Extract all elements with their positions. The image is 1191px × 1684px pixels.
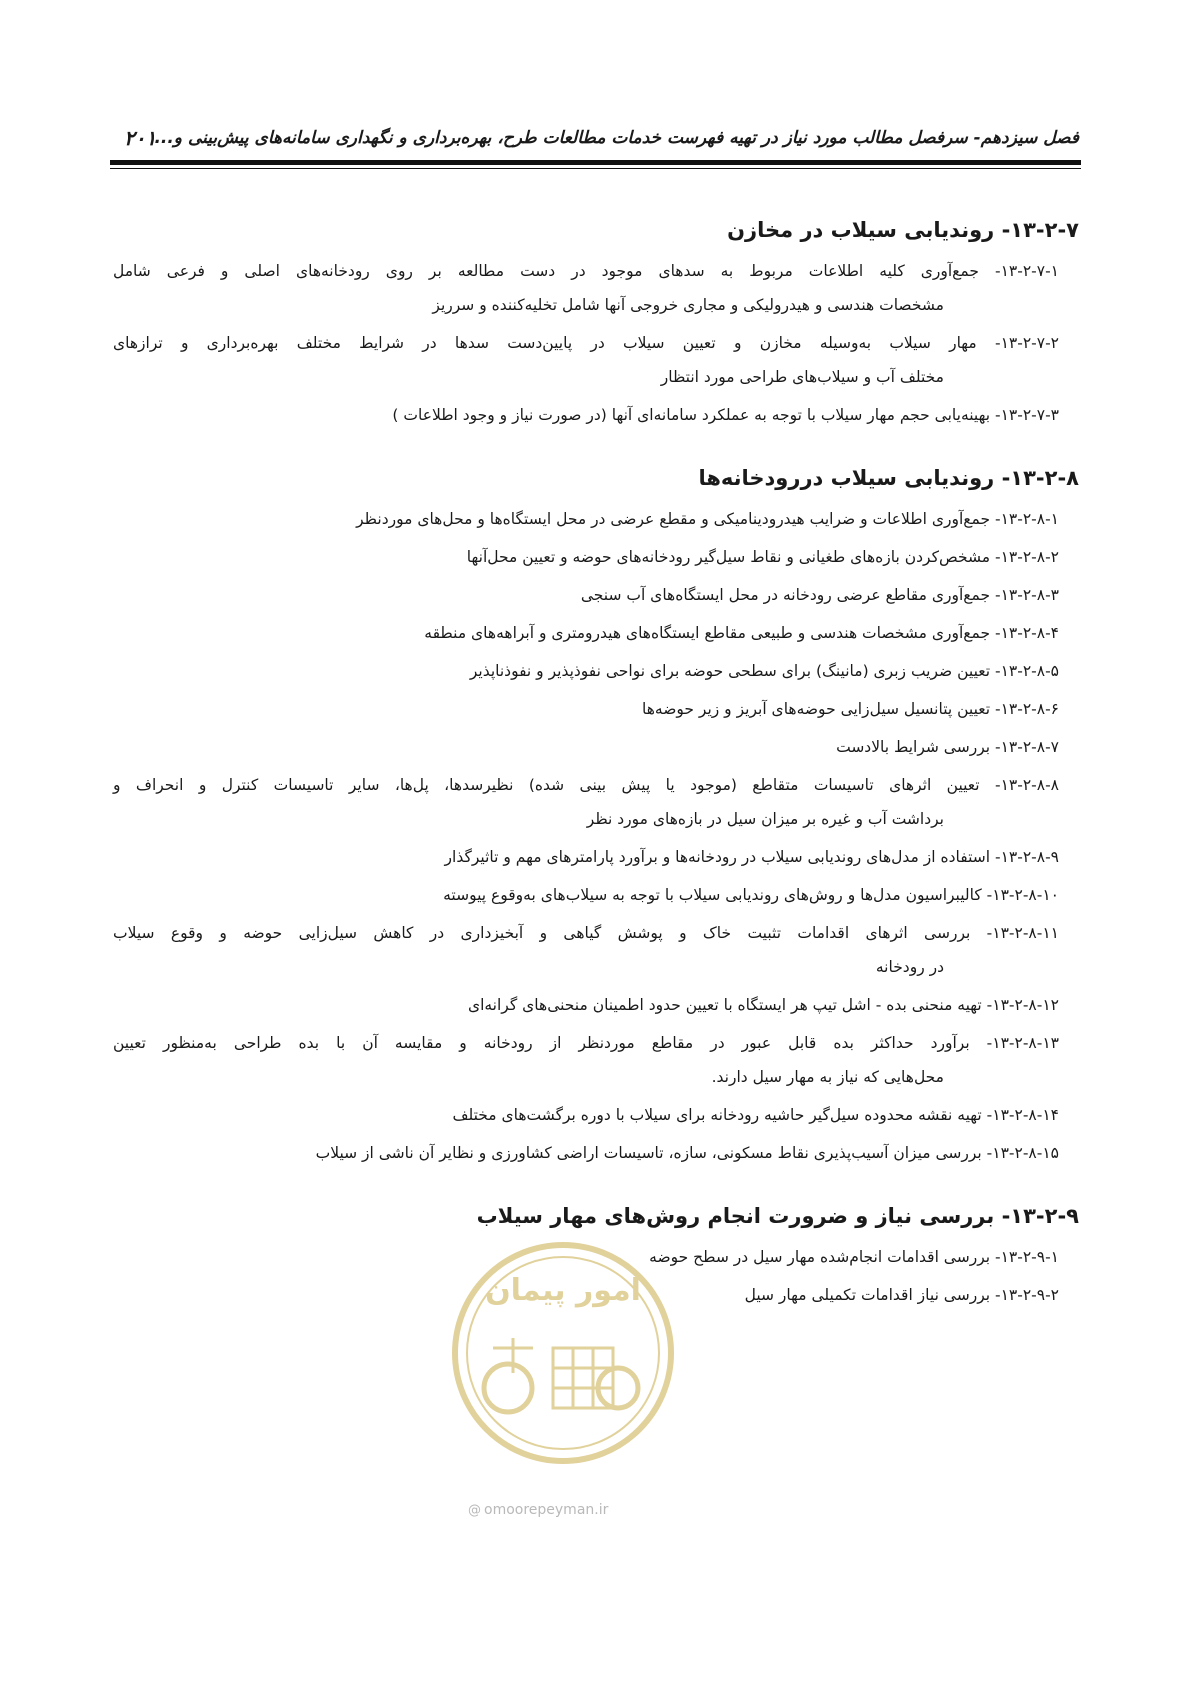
watermark-url-text: omoorepeyman.ir [484,1502,609,1518]
item-text-continuation: مشخصات هندسی و هیدرولیکی و مجاری خروجی آنها شامل تخلیه‌کننده و سرریز [432,296,944,314]
list-item [113,692,1079,726]
list-item [113,254,1079,322]
item-text: ۱۳-۲-۹-۱- بررسی اقدامات انجام‌شده مهار سیل در سطح حوضه [649,1248,1059,1266]
list-item [113,878,1079,912]
list-item [113,768,1079,836]
list-item [113,616,1079,650]
page-number: ۲۰۱ [124,126,157,150]
item-text-continuation: مختلف آب و سیلاب‌های طراحی مورد انتظار [660,368,944,386]
item-text: ۱۳-۲-۸-۱- جمع‌آوری اطلاعات و ضرایب هیدرودینامیکی و مقطع عرضی در محل ایستگاه‌ها و محل‌های موردنظر [356,510,1059,528]
list-item [113,1136,1079,1170]
list-item [113,1026,1079,1094]
item-text: ۱۳-۲-۸-۸- تعیین اثرهای تاسیسات متقاطع (موجود یا پیش بینی شده) نظیرسدها، پل‌ها، سایر تاسیسات کنترل و انحراف و [113,776,1059,794]
list-item [113,988,1079,1022]
list-item [113,1278,1079,1312]
item-text: ۱۳-۲-۷-۲- مهار سیلاب به‌وسیله مخازن و تعیین سیلاب در پایین‌دست سدها در شرایط مختلف بهره‌برداری و ترازهای [113,334,1059,352]
list-item [113,578,1079,612]
list-item [113,398,1079,432]
list-item [113,326,1079,394]
scale-icon [493,1338,533,1373]
at-icon: @ [468,1503,481,1518]
item-text: ۱۳-۲-۸-۱۴- تهیه نقشه محدوده سیل‌گیر حاشیه رودخانه برای سیلاب با دوره برگشت‌های مختلف [452,1106,1059,1124]
item-text: ۱۳-۲-۸-۱۲- تهیه منحنی بده - اشل تیپ هر ایستگاه با تعیین حدود اطمینان منحنی‌های گرانه‌ای [467,996,1059,1014]
header-rule-thick [110,160,1081,165]
item-text: ۱۳-۲-۸-۱۳- برآورد حداکثر بده قابل عبور در مقاطع موردنظر از رودخانه و مقایسه آن با بده طراحی به‌منظور تعیین [113,1034,1059,1052]
page-content [113,210,1079,1312]
list-item [113,540,1079,574]
watermark-url [468,1502,608,1518]
item-text: ۱۳-۲-۸-۱۵- بررسی میزان آسیب‌پذیری نقاط مسکونی، سازه، تاسیسات اراضی کشاورزی و نظایر آن ناشی از سیلاب [315,1144,1059,1162]
item-text: ۱۳-۲-۸-۴- جمع‌آوری مشخصات هندسی و طبیعی مقاطع ایستگاه‌های هیدرومتری و آبراهه‌های منطقه [424,624,1059,642]
list-item [113,730,1079,764]
item-text: ۱۳-۲-۸-۶- تعیین پتانسیل سیل‌زایی حوضه‌های آبریز و زیر حوضه‌ها [642,700,1059,718]
gear-icon [484,1364,532,1412]
list-item [113,916,1079,984]
list-item [113,1240,1079,1274]
list-item [113,840,1079,874]
gear-icon [598,1368,638,1408]
item-text: ۱۳-۲-۸-۱۱- بررسی اثرهای اقدامات تثبیت خاک و پوشش گیاهی و آبخیزداری در کاهش سیل‌زایی حوضه و وقوع سیلاب [113,924,1059,942]
section-heading-9: ۱۳-۲-۹- بررسی نیاز و ضرورت انجام روش‌های مهار سیلاب [476,1204,1079,1228]
section-heading-7: ۱۳-۲-۷- روندیابی سیلاب در مخازن [727,218,1079,242]
item-text: ۱۳-۲-۸-۳- جمع‌آوری مقاطع عرضی رودخانه در محل ایستگاه‌های آب سنجی [580,586,1059,604]
item-text-continuation: محل‌هایی که نیاز به مهار سیل دارند. [711,1068,944,1086]
item-text: ۱۳-۲-۸-۷- بررسی شرایط بالادست [836,738,1059,756]
item-text: ۱۳-۲-۷-۳- بهینه‌یابی حجم مهار سیلاب با توجه به عملکرد سامانه‌ای آنها (در صورت نیاز و وجود اطلاعات ) [392,406,1059,424]
list-item [113,502,1079,536]
watermark-logo-text: امور پیمان [485,1273,641,1308]
item-text: ۱۳-۲-۹-۲- بررسی نیاز اقدامات تکمیلی مهار سیل [744,1286,1059,1304]
list-item [113,1098,1079,1132]
item-text: ۱۳-۲-۸-۵- تعیین ضریب زبری (مانینگ) برای سطحی حوضه برای نواحی نفوذپذیر و نفوذناپذیر [469,662,1059,680]
item-text-continuation: در رودخانه [875,958,944,976]
header-title: فصل سیزدهم- سرفصل مطالب مورد نیاز در تهیه فهرست خدمات مطالعات طرح، بهره‌برداری و نگهداری سامانه‌های پیش‌بینی و... [154,128,1079,148]
header-rule-thin [110,168,1081,169]
section-heading-8: ۱۳-۲-۸- روندیابی سیلاب دررودخانه‌ها [698,466,1079,490]
item-text: ۱۳-۲-۸-۱۰- کالیبراسیون مدل‌ها و روش‌های روندیابی سیلاب با توجه به سیلاب‌های به‌وقوع پیوسته [443,886,1059,904]
item-text: ۱۳-۲-۷-۱- جمع‌آوری کلیه اطلاعات مربوط به سدهای موجود در دست مطالعه بر روی رودخانه‌های اصلی و فرعی شامل [113,262,1059,280]
list-item [113,654,1079,688]
running-header [112,122,1079,152]
grid-icon [553,1348,613,1408]
item-text: ۱۳-۲-۸-۹- استفاده از مدل‌های روندیابی سیلاب در رودخانه‌ها و برآورد پارامترهای مهم و تاثیرگذار [444,848,1059,866]
item-text: ۱۳-۲-۸-۲- مشخص‌کردن بازه‌های طغیانی و نقاط سیل‌گیر رودخانه‌های حوضه و تعیین محل‌آنها [466,548,1059,566]
item-text-continuation: برداشت آب و غیره بر میزان سیل در بازه‌های مورد نظر [586,810,944,828]
